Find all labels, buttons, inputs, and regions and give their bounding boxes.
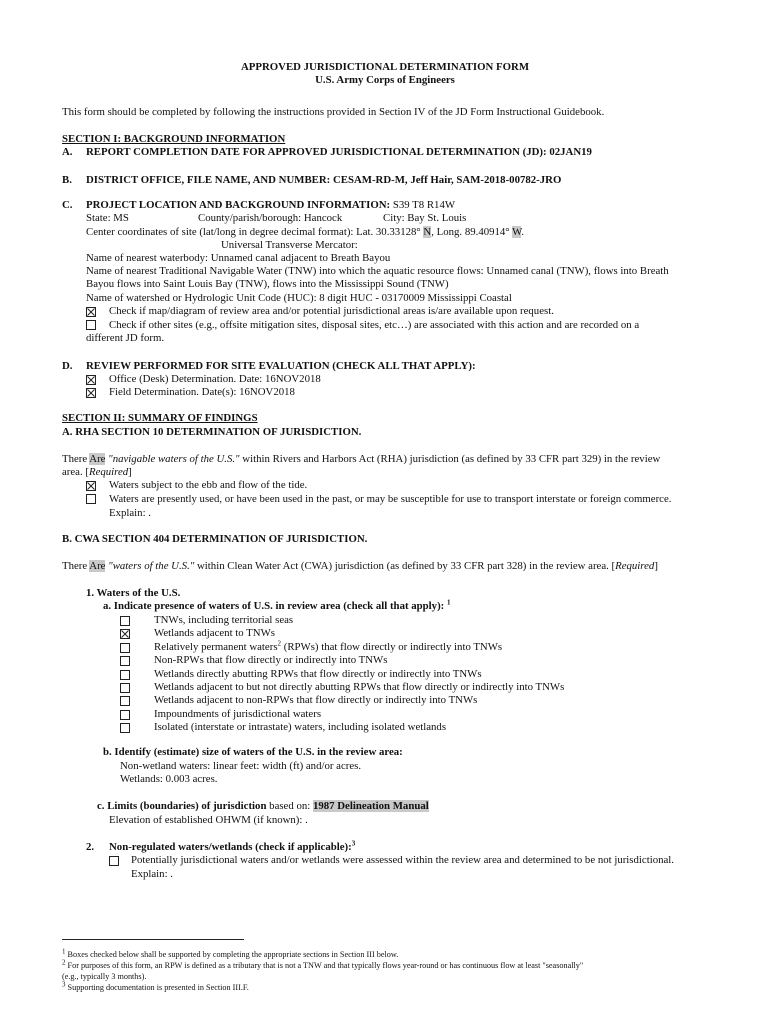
intro-text: This form should be completed by following the instructions provided in Section IV of the JD Form Instructional Guidebook.	[62, 106, 605, 118]
coords-end: .	[521, 226, 525, 238]
limits-label: c. Limits (boundaries) of jurisdiction	[97, 800, 267, 812]
footnote-2-text: For purposes of this form, an RPW is defined as a tributary that is not a TNW and that typically flows year-round or has continuous flow at least "seasonally"	[65, 961, 584, 970]
rha-paragraph-line2	[62, 466, 132, 479]
office-determination-checkbox[interactable]	[86, 375, 96, 385]
section-township-range: S39 T8 R14W	[390, 199, 456, 211]
rha-area: area. [	[62, 466, 89, 478]
footnote-2	[62, 958, 584, 972]
section1-b-letter: B.	[62, 174, 72, 186]
impoundments-checkbox[interactable]	[120, 710, 130, 720]
rpw-checkbox[interactable]	[120, 643, 130, 653]
footnote-3-text: Supporting documentation is presented in Section III.F.	[65, 983, 249, 992]
wetlands-adjacent-nonrpw-checkbox[interactable]	[120, 696, 130, 706]
footnote-3	[62, 980, 249, 994]
rha-are-select[interactable]: Are	[89, 453, 106, 465]
rpw-rest-text: (RPWs) that flow directly or indirectly into TNWs	[281, 640, 503, 653]
project-location-heading	[86, 199, 455, 212]
rha-rest: within Rivers and Harbors Act (RHA) jurisdiction (as defined by 33 CFR part 329) in the review	[239, 453, 661, 465]
map-checkbox[interactable]	[86, 307, 96, 317]
center-coordinates	[86, 226, 524, 239]
check-x-icon	[87, 389, 95, 397]
section1-d-letter: D.	[62, 360, 73, 372]
form-subtitle: U.S. Army Corps of Engineers	[315, 74, 455, 86]
wetlands-abutting-rpw-text: Wetlands directly abutting RPWs that flow directly or indirectly into TNWs	[154, 667, 482, 680]
footnote-ref-2: 2	[277, 639, 282, 648]
isolated-waters-checkbox[interactable]	[120, 723, 130, 733]
wetlands-adjacent-tnw-checkbox[interactable]	[120, 629, 130, 639]
county-field: County/parish/borough: Hancock	[198, 212, 343, 224]
section1-heading: SECTION I: BACKGROUND INFORMATION	[62, 133, 286, 145]
other-sites-label-line1: Check if other sites (e.g., offsite mitigation sites, disposal sites, etc…) are associated with this action and are recorded on a	[109, 319, 640, 331]
coords-lat-text: Center coordinates of site (lat/long in degree decimal format): Lat. 30.33128°	[86, 226, 421, 238]
item2-number: 2.	[86, 841, 95, 853]
review-performed-heading: REVIEW PERFORMED FOR SITE EVALUATION (CHECK ALL THAT APPLY):	[86, 360, 476, 372]
long-direction: W	[512, 226, 522, 238]
isolated-waters-label	[154, 721, 446, 734]
rpw-text: Relatively permanent waters	[154, 640, 278, 653]
rpw-label	[154, 641, 502, 654]
utm-field: Universal Transverse Mercator:	[221, 239, 358, 251]
ohwm-elevation-field: Elevation of established OHWM (if known): .	[109, 814, 308, 826]
rha-bracket: ]	[128, 466, 132, 478]
check-x-icon	[87, 376, 95, 384]
section1-c-letter: C.	[62, 199, 73, 211]
commerce-use-checkbox[interactable]	[86, 494, 96, 504]
wetlands-acres-field: Wetlands: 0.003 acres.	[120, 773, 218, 785]
ebb-flow-checkbox[interactable]	[86, 481, 96, 491]
wetlands-adjacent-nonrpw-label	[154, 694, 477, 707]
check-x-icon	[87, 482, 95, 490]
footnote-1	[62, 947, 399, 961]
tnw-label	[154, 614, 293, 627]
cwa-waters-of-us: "waters of the U.S."	[105, 560, 195, 572]
district-office-file: DISTRICT OFFICE, FILE NAME, AND NUMBER: CESAM-RD-M, Jeff Hair, SAM-2018-00782-JRO	[86, 174, 562, 186]
wetlands-adjacent-tnw-label	[154, 627, 275, 640]
section2-heading: SECTION II: SUMMARY OF FINDINGS	[62, 412, 258, 424]
city-field: City: Bay St. Louis	[383, 212, 467, 224]
waters-of-us-item: 1. Waters of the U.S.	[86, 587, 181, 599]
wetlands-adjacent-rpw-checkbox[interactable]	[120, 683, 130, 693]
nonregulated-waters-item	[109, 841, 355, 854]
footnote-1-num: 1	[62, 947, 66, 956]
presence-of-waters-item	[103, 600, 450, 613]
nonregulated-explain: Explain: .	[131, 868, 173, 880]
rha-navigable-waters: "navigable waters of the U.S."	[105, 453, 240, 465]
wetlands-adjacent-rpw-label	[154, 681, 564, 694]
report-completion-date: REPORT COMPLETION DATE FOR APPROVED JURISDICTIONAL DETERMINATION (JD): 02JAN19	[86, 146, 592, 158]
footnote-1-text: Boxes checked below shall be supported by completing the appropriate sections in Section III below.	[65, 950, 399, 959]
rha-section-heading: A. RHA SECTION 10 DETERMINATION OF JURISDICTION.	[62, 426, 362, 438]
cwa-section-heading: B. CWA SECTION 404 DETERMINATION OF JURISDICTION.	[62, 533, 368, 545]
check-x-icon	[87, 308, 95, 316]
field-determination-label: Field Determination. Date(s): 16NOV2018	[109, 386, 295, 398]
limits-of-jurisdiction-item	[97, 800, 429, 813]
tnw-checkbox[interactable]	[120, 616, 130, 626]
coords-long-text: , Long. 89.40914°	[431, 226, 510, 238]
impoundments-text: Impoundments of jurisdictional waters	[154, 707, 322, 720]
delineation-manual-select[interactable]: 1987 Delineation Manual	[312, 800, 429, 812]
presence-of-waters-label: a. Indicate presence of waters of U.S. in review area (check all that apply):	[103, 600, 445, 612]
office-determination-label: Office (Desk) Determination. Date: 16NOV2018	[109, 373, 321, 385]
footnote-ref-1: 1	[446, 598, 451, 607]
footnote-divider	[62, 939, 244, 940]
cwa-paragraph	[62, 560, 658, 573]
rha-explain: Explain: .	[109, 507, 151, 519]
other-sites-label-line2: different JD form.	[86, 332, 165, 344]
impoundments-label	[154, 708, 321, 721]
project-location-label: PROJECT LOCATION AND BACKGROUND INFORMATION:	[86, 199, 391, 211]
limits-based-on: based on:	[266, 800, 313, 812]
tnw-text: TNWs, including territorial seas	[154, 614, 294, 626]
wetlands-abutting-rpw-label	[154, 668, 482, 681]
wetlands-adjacent-tnw-text: Wetlands adjacent to TNWs	[154, 627, 275, 640]
cwa-there: There	[62, 560, 90, 572]
field-determination-checkbox[interactable]	[86, 388, 96, 398]
footnote-2-num: 2	[62, 958, 66, 967]
commerce-use-label: Waters are presently used, or have been used in the past, or may be susceptible for use to transport interstate or foreign commerce.	[109, 493, 672, 505]
isolated-waters-text: Isolated (interstate or intrastate) waters, including isolated wetlands	[154, 721, 447, 734]
state-field: State: MS	[86, 212, 129, 224]
non-rpw-label	[154, 654, 387, 667]
map-checkbox-label: Check if map/diagram of review area and/or potential jurisdictional areas is/are available upon request.	[109, 305, 554, 317]
wetlands-abutting-rpw-checkbox[interactable]	[120, 670, 130, 680]
rha-paragraph-line1	[62, 453, 660, 466]
nonwetland-waters-field: Non-wetland waters: linear feet: width (ft) and/or acres.	[120, 760, 362, 772]
wetlands-adjacent-rpw-text: Wetlands adjacent to but not directly abutting RPWs that flow directly or indirectly into TNWs	[154, 681, 565, 693]
wetlands-adjacent-nonrpw-text: Wetlands adjacent to non-RPWs that flow directly or indirectly into TNWs	[154, 694, 478, 707]
nonregulated-checkbox-label: Potentially jurisdictional waters and/or wetlands were assessed within the review area and determined to be not jurisdictional.	[131, 854, 674, 866]
cwa-bracket: ]	[654, 560, 658, 572]
form-title: APPROVED JURISDICTIONAL DETERMINATION FORM	[240, 61, 530, 73]
footnote-3-num: 3	[62, 980, 66, 989]
check-x-icon	[121, 630, 129, 638]
section1-a-letter: A.	[62, 146, 73, 158]
cwa-are-select[interactable]: Are	[89, 560, 106, 572]
non-rpw-text: Non-RPWs that flow directly or indirectly into TNWs	[154, 654, 388, 667]
nearest-waterbody: Name of nearest waterbody: Unnamed canal adjacent to Breath Bayou	[86, 252, 391, 264]
nonregulated-label: Non-regulated waters/wetlands (check if applicable):	[109, 841, 352, 853]
cwa-required: Required	[615, 560, 655, 572]
rha-required: Required	[88, 466, 129, 478]
rha-there: There	[62, 453, 90, 465]
nearest-tnw-line2: Bayou flows into Saint Louis Bay (TNW), flows into the Mississippi Sound (TNW)	[86, 278, 449, 290]
footnote-ref-3: 3	[351, 839, 356, 848]
size-of-waters-item: b. Identify (estimate) size of waters of the U.S. in the review area:	[103, 746, 403, 758]
lat-direction: N	[423, 226, 432, 238]
nearest-tnw-line1: Name of nearest Traditional Navigable Water (TNW) into which the aquatic resource flows: Unnamed canal (TNW), flows into Breath	[86, 265, 669, 277]
footnote-2-cont: (e.g., typically 3 months).	[62, 972, 147, 981]
non-rpw-checkbox[interactable]	[120, 656, 130, 666]
ebb-flow-label: Waters subject to the ebb and flow of the tide.	[109, 479, 308, 491]
other-sites-checkbox[interactable]	[86, 320, 96, 330]
cwa-rest: within Clean Water Act (CWA) jurisdiction (as defined by 33 CFR part 328) in the review area. [	[194, 560, 616, 572]
huc-field: Name of watershed or Hydrologic Unit Code (HUC): 8 digit HUC - 03170009 Mississippi Coastal	[86, 292, 512, 304]
nonregulated-checkbox[interactable]	[109, 856, 119, 866]
